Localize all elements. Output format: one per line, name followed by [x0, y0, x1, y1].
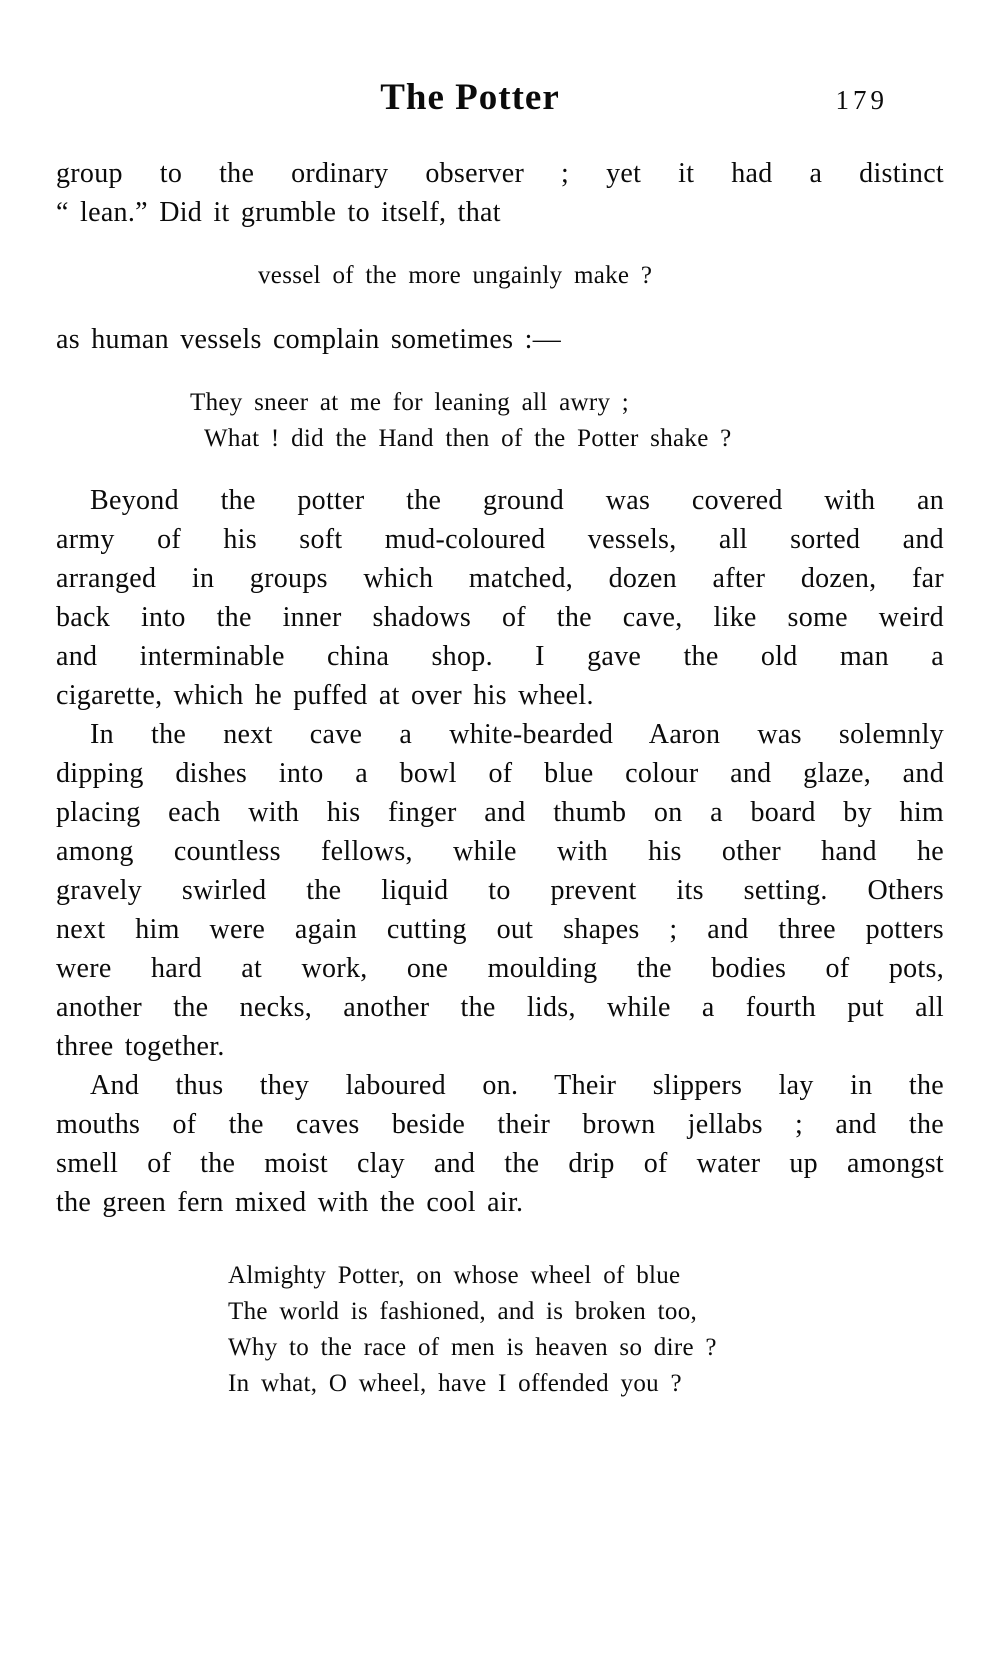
paragraph-beyond-the-potter: [56, 481, 944, 715]
page-body: [56, 154, 944, 1402]
verse-line: The world is fashioned, and is broken too,: [228, 1298, 698, 1325]
paragraph-as-vessels: [56, 320, 944, 359]
verse-line: Almighty Potter, on whose wheel of blue: [228, 1262, 681, 1289]
page-number: 179: [835, 85, 888, 115]
text-line: next him were again cutting out shapes ; and three potters: [56, 914, 944, 945]
text-line: placing each with his finger and thumb on a board by him: [56, 797, 944, 828]
text-line: gravely swirled the liquid to prevent its setting. Others: [56, 875, 944, 906]
verse-line: In what, O wheel, have I offended you ?: [228, 1370, 682, 1397]
text-line: another the necks, another the lids, while a fourth put all: [56, 992, 944, 1023]
text-line: smell of the moist clay and the drip of water up amongst: [56, 1148, 944, 1179]
page-title: The Potter: [380, 77, 560, 118]
text-line: mouths of the caves beside their brown jellabs ; and the: [56, 1109, 944, 1140]
text-line: And thus they laboured on. Their slippers lay in the: [90, 1070, 944, 1101]
text-line: back into the inner shadows of the cave, like some weird: [56, 602, 944, 633]
text-line: as human vessels complain sometimes :—: [56, 324, 561, 355]
text-line: army of his soft mud-coloured vessels, all sorted and: [56, 524, 944, 555]
text-line: In the next cave a white-bearded Aaron was solemnly: [90, 719, 944, 750]
verse-line: Why to the race of men is heaven so dire ?: [228, 1334, 717, 1361]
text-line: were hard at work, one moulding the bodies of pots,: [56, 953, 944, 984]
verse-quote-sneer: [190, 385, 944, 457]
verse-line: They sneer at me for leaning all awry ;: [190, 389, 630, 416]
paragraph-laboured-on: [56, 1066, 944, 1222]
text-line: dipping dishes into a bowl of blue colour and glaze, and: [56, 758, 944, 789]
text-line: and interminable china shop. I gave the old man a: [56, 641, 944, 672]
text-line: arranged in groups which matched, dozen after dozen, far: [56, 563, 944, 594]
text-line: among countless fellows, while with his other hand he: [56, 836, 944, 867]
text-line: Beyond the potter the ground was covered with an: [90, 485, 944, 516]
paragraph-next-cave: [56, 715, 944, 1066]
verse-quote-almighty-potter: [228, 1258, 944, 1402]
verse-quote-ungainly: [258, 258, 944, 294]
page-header: [56, 76, 944, 120]
text-line: “ lean.” Did it grumble to itself, that: [56, 197, 501, 228]
text-line: three together.: [56, 1031, 225, 1062]
verse-line: vessel of the more ungainly make ?: [258, 262, 653, 289]
text-line: cigarette, which he puffed at over his wheel.: [56, 680, 594, 711]
text-line: the green fern mixed with the cool air.: [56, 1187, 524, 1218]
paragraph-continuation: [56, 154, 944, 232]
text-line: group to the ordinary observer ; yet it had a distinct: [56, 158, 944, 189]
verse-line: What ! did the Hand then of the Potter shake ?: [204, 425, 732, 452]
